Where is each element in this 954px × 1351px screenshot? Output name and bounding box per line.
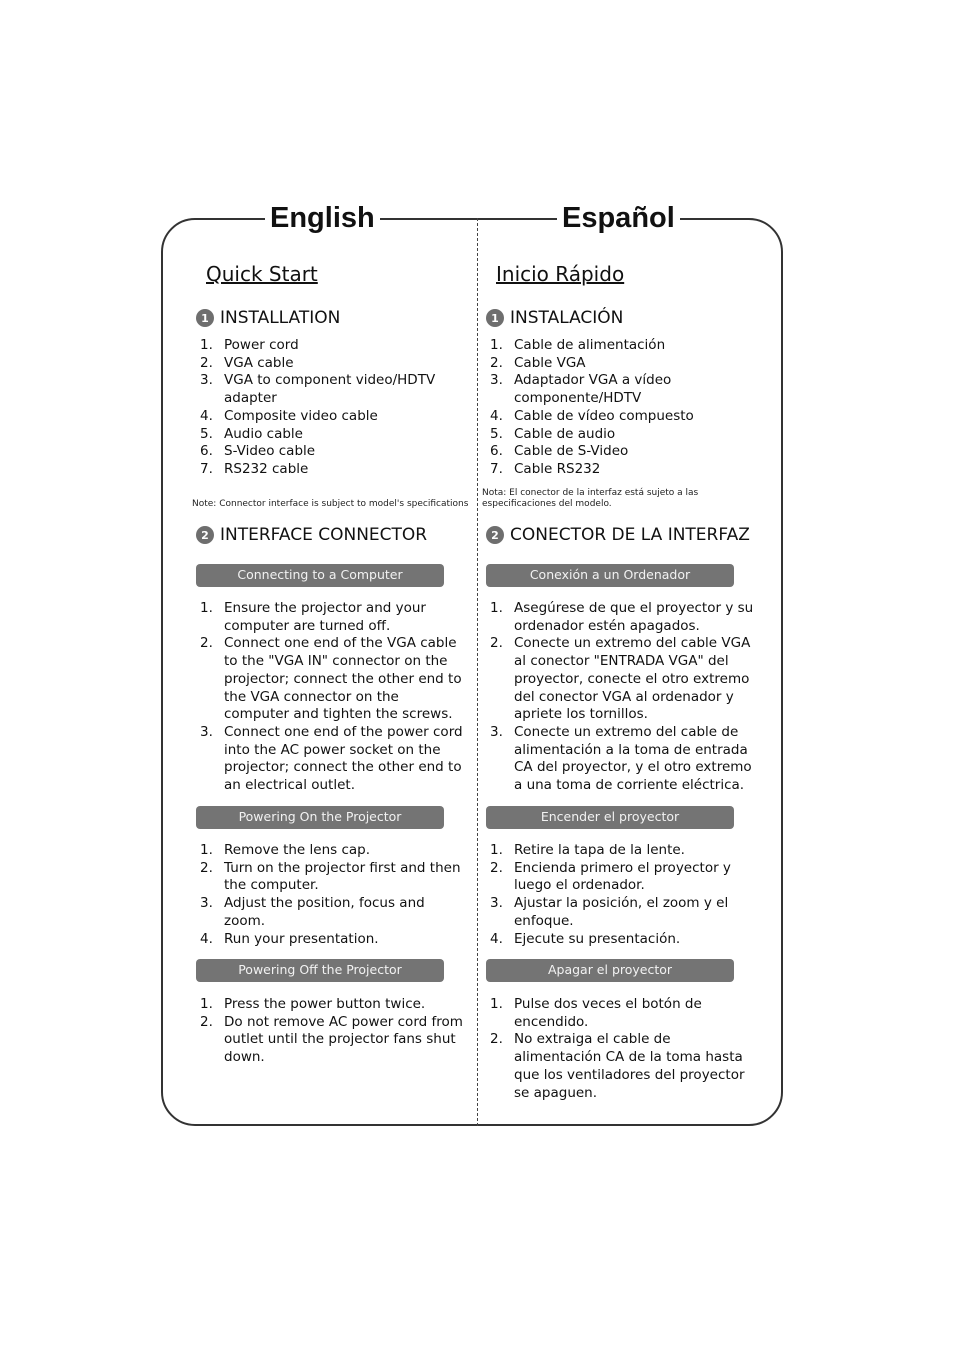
- installation-heading: [486, 308, 623, 328]
- power-on-bar: Powering On the Projector: [196, 806, 444, 829]
- list-item: [200, 337, 468, 355]
- list-item: [200, 842, 468, 860]
- installation-heading: [196, 308, 340, 328]
- list-item: [490, 372, 758, 407]
- list-number: 2.: [200, 635, 213, 652]
- list-item: [490, 842, 758, 860]
- list-item: [490, 443, 758, 461]
- list-number: 2.: [200, 354, 213, 371]
- power-off-bar: Apagar el proyector: [486, 959, 734, 982]
- power-off-bar: Powering Off the Projector: [196, 959, 444, 982]
- step-1-badge: 1: [486, 309, 504, 327]
- connecting-bar: Conexión a un Ordenador: [486, 564, 734, 587]
- power-off-list: [200, 996, 468, 1067]
- list-item-text: RS232 cable: [224, 460, 309, 477]
- list-item-text: Connect one end of the power cord into the AC power socket on the projector; connect the other end to an electrical outlet.: [224, 723, 463, 794]
- list-number: 3.: [490, 895, 503, 912]
- list-number: 2.: [490, 859, 503, 876]
- list-item-text: Pulse dos veces el botón de encendido.: [514, 996, 702, 1030]
- list-item: [200, 996, 468, 1014]
- list-number: 2.: [200, 859, 213, 876]
- list-number: 6.: [200, 443, 213, 460]
- list-item-text: Adaptador VGA a vídeo componente/HDTV: [514, 372, 672, 407]
- power-on-list: [200, 842, 468, 948]
- step-2-badge: 2: [196, 526, 214, 544]
- list-item-text: Cable de audio: [514, 425, 616, 442]
- list-item-text: No extraiga el cable de alimentación CA de la toma hasta que los ventiladores del proyector se apaguen.: [514, 1031, 745, 1101]
- column-divider: [477, 218, 478, 1126]
- list-item: [490, 1031, 758, 1102]
- list-item-text: VGA cable: [224, 354, 294, 371]
- list-item-text: Composite video cable: [224, 407, 378, 424]
- list-item-text: Retire la tapa de la lente.: [514, 842, 685, 858]
- list-item: [200, 426, 468, 444]
- list-item-text: VGA to component video/HDTV adapter: [224, 372, 436, 407]
- list-item: [200, 895, 468, 930]
- connecting-list: [490, 600, 758, 795]
- list-item: [490, 635, 758, 724]
- list-number: 1.: [200, 600, 213, 616]
- interface-heading: [196, 525, 427, 545]
- list-item: [490, 426, 758, 444]
- list-item: [200, 408, 468, 426]
- installation-title: INSTALACIÓN: [510, 308, 624, 328]
- installation-list: [490, 337, 758, 479]
- list-number: 6.: [490, 443, 503, 460]
- list-item: [490, 996, 758, 1031]
- list-number: 2.: [490, 635, 503, 652]
- list-item-text: Power cord: [224, 337, 299, 353]
- list-item-text: Ejecute su presentación.: [514, 930, 681, 947]
- list-item: [490, 860, 758, 895]
- list-item-text: Cable VGA: [514, 354, 586, 371]
- list-number: 4.: [490, 930, 503, 947]
- list-item-text: Audio cable: [224, 425, 303, 442]
- list-item: [490, 600, 758, 635]
- spanish-title: Español: [557, 200, 680, 236]
- list-item: [490, 461, 758, 479]
- list-number: 5.: [490, 425, 503, 442]
- list-item-text: Press the power button twice.: [224, 996, 426, 1012]
- list-item: [200, 860, 468, 895]
- quick-start-heading: Inicio Rápido: [496, 262, 625, 286]
- list-number: 1.: [200, 996, 213, 1012]
- list-item-text: Cable de vídeo compuesto: [514, 407, 694, 424]
- connector-note: Note: Connector interface is subject to model's specifications: [192, 499, 469, 509]
- list-number: 3.: [200, 723, 213, 740]
- list-item-text: S-Video cable: [224, 443, 316, 460]
- list-number: 1.: [200, 842, 213, 858]
- power-off-list: [490, 996, 758, 1102]
- list-item-text: Adjust the position, focus and zoom.: [224, 895, 425, 929]
- installation-title: INSTALLATION: [220, 308, 341, 328]
- list-item: [490, 355, 758, 373]
- quick-start-heading: Quick Start: [206, 262, 318, 286]
- interface-heading: [486, 525, 750, 545]
- list-item: [490, 337, 758, 355]
- list-number: 3.: [200, 895, 213, 912]
- list-item: [200, 355, 468, 373]
- list-number: 1.: [490, 600, 503, 616]
- list-item-text: Ajustar la posición, el zoom y el enfoque.: [514, 895, 729, 929]
- interface-title: CONECTOR DE LA INTERFAZ: [510, 525, 750, 545]
- list-item: [200, 1014, 468, 1067]
- connector-note: Nota: El conector de la interfaz está sujeto a las especificaciones del modelo.: [482, 488, 699, 509]
- list-number: 1.: [490, 996, 503, 1012]
- list-item: [490, 895, 758, 930]
- installation-list: [200, 337, 468, 479]
- list-item: [200, 931, 468, 949]
- step-2-badge: 2: [486, 526, 504, 544]
- list-number: 3.: [200, 372, 213, 389]
- list-item: [490, 408, 758, 426]
- power-on-list: [490, 842, 758, 948]
- list-item-text: Cable RS232: [514, 460, 601, 477]
- list-number: 2.: [490, 1031, 503, 1048]
- list-number: 3.: [490, 372, 503, 389]
- power-on-bar: Encender el proyector: [486, 806, 734, 829]
- list-item-text: Cable de S-Video: [514, 443, 629, 460]
- english-title: English: [265, 200, 380, 236]
- list-item-text: Run your presentation.: [224, 930, 379, 947]
- list-item-text: Conecte un extremo del cable VGA al conector "ENTRADA VGA" del proyector, conecte el otro extremo del conector VGA al ordenador y apriete los tornillos.: [514, 635, 751, 723]
- list-number: 2.: [490, 354, 503, 371]
- list-item-text: Remove the lens cap.: [224, 842, 371, 858]
- list-number: 1.: [490, 842, 503, 858]
- list-number: 7.: [200, 460, 213, 477]
- interface-title: INTERFACE CONNECTOR: [220, 525, 428, 545]
- list-item: [490, 931, 758, 949]
- connecting-list: [200, 600, 468, 795]
- list-item: [200, 372, 468, 407]
- list-item: [200, 461, 468, 479]
- list-item-text: Cable de alimentación: [514, 337, 666, 353]
- list-number: 3.: [490, 723, 503, 740]
- list-number: 5.: [200, 425, 213, 442]
- connecting-bar: Connecting to a Computer: [196, 564, 444, 587]
- list-item: [200, 443, 468, 461]
- list-number: 4.: [200, 407, 213, 424]
- step-1-badge: 1: [196, 309, 214, 327]
- list-item: [490, 724, 758, 795]
- list-item: [200, 635, 468, 724]
- list-number: 2.: [200, 1013, 213, 1030]
- list-number: 1.: [490, 337, 503, 353]
- list-item-text: Encienda primero el proyector y luego el ordenador.: [514, 859, 731, 894]
- list-item-text: Connect one end of the VGA cable to the "VGA IN" connector on the projector; connect the other end to the VGA connector on the computer and tighten the screws.: [224, 635, 462, 723]
- list-item-text: Do not remove AC power cord from outlet until the projector fans shut down.: [224, 1013, 463, 1066]
- list-item: [200, 724, 468, 795]
- list-item-text: Conecte un extremo del cable de alimentación a la toma de entrada CA del proyector, y el otro extremo a una toma de corriente eléctrica.: [514, 723, 752, 794]
- list-item-text: Turn on the projector first and then the computer.: [224, 859, 461, 894]
- list-item-text: Asegúrese de que el proyector y su ordenador estén apagados.: [514, 600, 754, 634]
- list-number: 4.: [490, 407, 503, 424]
- list-number: 7.: [490, 460, 503, 477]
- list-number: 4.: [200, 930, 213, 947]
- list-item: [200, 600, 468, 635]
- list-item-text: Ensure the projector and your computer are turned off.: [224, 600, 426, 634]
- list-number: 1.: [200, 337, 213, 353]
